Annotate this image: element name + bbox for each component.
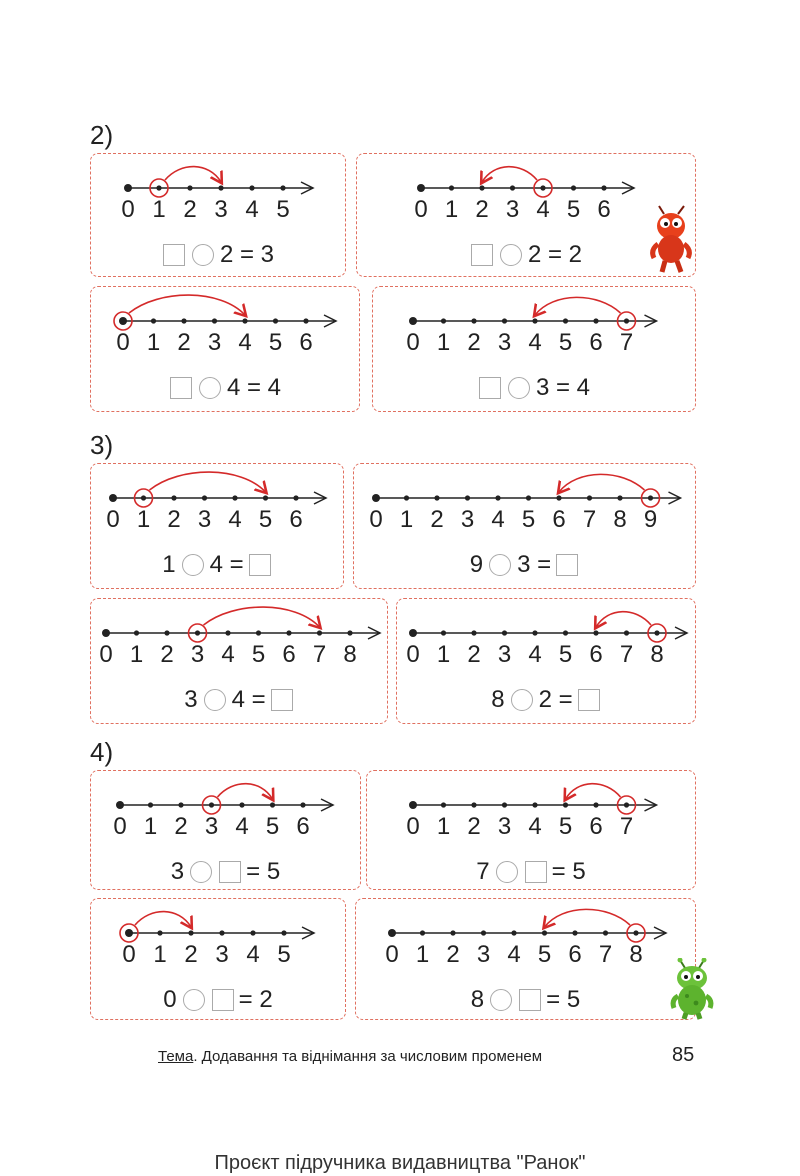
tick-dot (450, 930, 455, 935)
equation-text: 2 = 2 (527, 240, 583, 268)
tick-label: 6 (552, 506, 566, 533)
tick-label: 1 (444, 196, 459, 223)
equation-text: 4 = (231, 685, 266, 713)
tick-dot (502, 802, 507, 807)
tick-label: 4 (246, 941, 260, 968)
tick-dot (109, 494, 117, 502)
tick-dot (317, 630, 322, 635)
jump-arc (218, 784, 273, 799)
tick-dot (119, 317, 127, 325)
tick-label: 4 (235, 813, 249, 840)
tick-label: 0 (116, 329, 130, 356)
operator-circle[interactable] (204, 689, 226, 711)
tick-label: 0 (406, 813, 420, 840)
jump-arc (135, 912, 191, 927)
tick-label: 8 (629, 941, 643, 968)
equation-text: 2 = (538, 685, 573, 713)
tick-dot (563, 318, 568, 323)
tick-label: 5 (268, 329, 283, 356)
tick-dot (434, 495, 439, 500)
jump-arc (545, 909, 631, 927)
exercise-card (353, 463, 696, 589)
tick-dot (603, 930, 608, 935)
tick-dot (449, 185, 454, 190)
footer-topic (158, 1048, 542, 1065)
tick-dot (409, 801, 417, 809)
number-line (356, 899, 697, 959)
equation (354, 550, 695, 579)
tick-dot (218, 185, 223, 190)
tick-dot (281, 930, 286, 935)
tick-label: 2 (167, 506, 181, 533)
tick-label: 8 (613, 506, 627, 533)
operator-circle[interactable] (199, 377, 221, 399)
equation-text: 3 (170, 857, 185, 885)
tick-label: 3 (460, 506, 475, 533)
tick-label: 1 (146, 329, 161, 356)
tick-dot (242, 318, 247, 323)
tick-label: 7 (619, 329, 634, 356)
jump-arc (165, 167, 221, 182)
tick-dot (171, 495, 176, 500)
tick-label: 6 (289, 506, 303, 533)
number-line (357, 154, 697, 214)
tick-label: 4 (245, 196, 259, 223)
tick-label: 1 (436, 641, 451, 668)
operator-circle[interactable] (182, 554, 204, 576)
equation (91, 550, 343, 579)
tick-label: 1 (415, 941, 430, 968)
tick-dot (164, 630, 169, 635)
operator-circle[interactable] (190, 861, 212, 883)
tick-label: 1 (129, 641, 144, 668)
exercise-card (90, 598, 388, 724)
exercise-card (90, 153, 346, 277)
tick-label: 2 (467, 329, 481, 356)
bottom-note: Проєкт підручника видавництва "Ранок" (214, 1152, 586, 1174)
tick-dot (587, 495, 592, 500)
operator-circle[interactable] (496, 861, 518, 883)
tick-dot (303, 318, 308, 323)
tick-label: 5 (558, 329, 573, 356)
tick-label: 7 (598, 941, 613, 968)
tick-label: 3 (497, 813, 512, 840)
tick-dot (654, 630, 659, 635)
tick-dot (404, 495, 409, 500)
exercise-card (396, 598, 696, 724)
tick-label: 4 (238, 329, 252, 356)
tick-dot (540, 185, 545, 190)
jump-arc (150, 472, 266, 492)
tick-dot (102, 629, 110, 637)
tick-dot (481, 930, 486, 935)
tick-label: 1 (136, 506, 151, 533)
tick-dot (232, 495, 237, 500)
tick-label: 3 (207, 329, 222, 356)
tick-label: 5 (558, 641, 573, 668)
tick-label: 3 (190, 641, 205, 668)
tick-dot (249, 185, 254, 190)
operator-circle[interactable] (183, 989, 205, 1011)
tick-label: 6 (282, 641, 296, 668)
tick-dot (202, 495, 207, 500)
equation-text: = 5 (246, 857, 281, 885)
tick-label: 3 (497, 641, 512, 668)
tick-dot (526, 495, 531, 500)
tick-label: 4 (528, 329, 542, 356)
tick-label: 5 (521, 506, 536, 533)
tick-label: 0 (385, 941, 399, 968)
equation-text: 4 = 4 (226, 373, 282, 401)
equation (91, 985, 345, 1014)
jump-arc (204, 607, 320, 627)
topic-text: . Додавання та віднімання за числовим променем (193, 1048, 543, 1065)
tick-dot (239, 802, 244, 807)
tick-dot (502, 318, 507, 323)
equation-text: = 5 (551, 857, 586, 885)
tick-label: 0 (99, 641, 113, 668)
tick-dot (441, 802, 446, 807)
equation (367, 857, 695, 886)
equation (357, 240, 695, 269)
operator-circle[interactable] (500, 244, 522, 266)
tick-dot (195, 630, 200, 635)
tick-label: 6 (597, 196, 611, 223)
tick-dot (280, 185, 285, 190)
answer-box[interactable] (271, 689, 293, 711)
tick-dot (624, 318, 629, 323)
tick-label: 2 (446, 941, 460, 968)
tick-dot (601, 185, 606, 190)
red-creature-icon (648, 204, 694, 274)
operator-circle[interactable] (511, 689, 533, 711)
tick-label: 3 (197, 506, 212, 533)
answer-box[interactable] (525, 861, 547, 883)
tick-label: 2 (160, 641, 174, 668)
tick-label: 2 (177, 329, 191, 356)
answer-box[interactable] (519, 989, 541, 1011)
exercise-card (356, 153, 696, 277)
tick-label: 0 (122, 941, 136, 968)
jump-arc (596, 612, 651, 627)
topic-word: Тема (158, 1048, 194, 1065)
tick-dot (388, 929, 396, 937)
equation (356, 985, 695, 1014)
tick-label: 1 (436, 329, 451, 356)
tick-label: 5 (537, 941, 552, 968)
tick-dot (593, 630, 598, 635)
tick-dot (465, 495, 470, 500)
tick-label: 9 (643, 506, 658, 533)
tick-label: 6 (589, 641, 603, 668)
tick-label: 0 (369, 506, 383, 533)
tick-label: 2 (475, 196, 489, 223)
green-creature-icon (668, 958, 716, 1020)
tick-dot (125, 929, 133, 937)
tick-label: 0 (121, 196, 135, 223)
tick-dot (511, 930, 516, 935)
tick-dot (178, 802, 183, 807)
tick-label: 7 (619, 641, 634, 668)
exercise-card (355, 898, 696, 1020)
tick-label: 5 (566, 196, 581, 223)
equation (91, 685, 387, 714)
tick-label: 0 (406, 641, 420, 668)
tick-dot (617, 495, 622, 500)
tick-dot (256, 630, 261, 635)
tick-dot (571, 185, 576, 190)
tick-dot (542, 930, 547, 935)
tick-dot (471, 802, 476, 807)
number-line (91, 287, 361, 347)
equation-text: 3 = (517, 550, 552, 578)
tick-dot (471, 630, 476, 635)
tick-dot (187, 185, 192, 190)
tick-label: 1 (436, 813, 451, 840)
tick-dot (148, 802, 153, 807)
jump-arc (482, 167, 537, 182)
answer-box[interactable] (479, 377, 501, 399)
tick-label: 3 (215, 941, 229, 968)
tick-label: 4 (221, 641, 235, 668)
equation-text: 1 (162, 550, 176, 578)
tick-dot (441, 630, 446, 635)
tick-dot (532, 318, 537, 323)
number-line (91, 771, 362, 831)
tick-dot (116, 801, 124, 809)
tick-label: 5 (258, 506, 273, 533)
exercise-card (90, 898, 346, 1020)
tick-label: 7 (619, 813, 634, 840)
equation-text: 3 = 4 (535, 373, 591, 401)
tick-dot (181, 318, 186, 323)
equation-text: = 2 (238, 985, 273, 1013)
operator-circle[interactable] (508, 377, 530, 399)
tick-label: 5 (251, 641, 266, 668)
tick-dot (219, 930, 224, 935)
tick-dot (563, 802, 568, 807)
tick-dot (209, 802, 214, 807)
tick-label: 1 (143, 813, 158, 840)
tick-label: 5 (558, 813, 573, 840)
equation-text: = 5 (546, 985, 581, 1013)
tick-label: 1 (153, 941, 167, 968)
section-label-4: 4) (90, 737, 114, 767)
tick-label: 8 (343, 641, 357, 668)
tick-dot (532, 802, 537, 807)
exercise-card (90, 770, 361, 890)
tick-dot (563, 630, 568, 635)
tick-dot (300, 802, 305, 807)
tick-dot (572, 930, 577, 935)
tick-dot (417, 184, 425, 192)
tick-dot (510, 185, 515, 190)
operator-circle[interactable] (489, 554, 511, 576)
tick-dot (151, 318, 156, 323)
tick-dot (532, 630, 537, 635)
tick-dot (293, 495, 298, 500)
tick-dot (124, 184, 132, 192)
equation (373, 373, 695, 402)
tick-dot (471, 318, 476, 323)
tick-dot (593, 318, 598, 323)
tick-dot (495, 495, 500, 500)
equation (91, 373, 359, 402)
equation-text: 3 (184, 685, 198, 713)
tick-label: 7 (582, 506, 597, 533)
tick-label: 6 (589, 329, 603, 356)
tick-dot (270, 802, 275, 807)
answer-box[interactable] (249, 554, 271, 576)
tick-label: 4 (528, 813, 542, 840)
tick-label: 6 (299, 329, 313, 356)
tick-dot (212, 318, 217, 323)
tick-label: 6 (568, 941, 582, 968)
tick-label: 5 (276, 196, 290, 223)
tick-label: 4 (507, 941, 521, 968)
tick-label: 3 (497, 329, 512, 356)
equation (397, 685, 695, 714)
tick-label: 2 (467, 641, 481, 668)
tick-label: 0 (113, 813, 127, 840)
tick-dot (441, 318, 446, 323)
tick-label: 2 (184, 941, 198, 968)
tick-dot (624, 802, 629, 807)
answer-box[interactable] (219, 861, 241, 883)
tick-dot (409, 317, 417, 325)
tick-dot (134, 630, 139, 635)
tick-dot (250, 930, 255, 935)
tick-dot (372, 494, 380, 502)
answer-box[interactable] (556, 554, 578, 576)
tick-label: 2 (467, 813, 481, 840)
section-label-3: 3) (90, 430, 114, 460)
equation-text: 8 (470, 985, 485, 1013)
section-label-2: 2) (90, 120, 114, 150)
jump-arc (129, 295, 245, 315)
tick-label: 0 (106, 506, 120, 533)
tick-dot (273, 318, 278, 323)
tick-dot (347, 630, 352, 635)
tick-dot (633, 930, 638, 935)
equation-text: 8 (491, 685, 505, 713)
equation (91, 857, 360, 886)
tick-dot (225, 630, 230, 635)
answer-box[interactable] (578, 689, 600, 711)
tick-dot (502, 630, 507, 635)
tick-label: 5 (277, 941, 291, 968)
tick-dot (286, 630, 291, 635)
tick-label: 1 (152, 196, 166, 223)
tick-label: 0 (406, 329, 420, 356)
answer-box[interactable] (163, 244, 185, 266)
tick-label: 4 (536, 196, 550, 223)
jump-arc (566, 784, 621, 799)
tick-label: 5 (265, 813, 280, 840)
exercise-card (366, 770, 696, 890)
tick-dot (263, 495, 268, 500)
jump-arc (559, 474, 645, 492)
equation (91, 240, 345, 269)
tick-dot (188, 930, 193, 935)
operator-circle[interactable] (192, 244, 214, 266)
tick-dot (156, 185, 161, 190)
tick-dot (409, 629, 417, 637)
answer-box[interactable] (212, 989, 234, 1011)
page-number: 85 (672, 1044, 695, 1066)
tick-dot (157, 930, 162, 935)
tick-label: 4 (228, 506, 242, 533)
tick-label: 3 (505, 196, 520, 223)
tick-label: 8 (650, 641, 664, 668)
tick-dot (420, 930, 425, 935)
tick-label: 2 (430, 506, 444, 533)
answer-box[interactable] (471, 244, 493, 266)
number-line (91, 464, 345, 524)
tick-label: 6 (296, 813, 310, 840)
equation-text: 4 = (209, 550, 244, 578)
exercise-card (90, 286, 360, 412)
jump-arc (535, 297, 621, 315)
tick-dot (593, 802, 598, 807)
tick-label: 2 (174, 813, 188, 840)
tick-dot (556, 495, 561, 500)
tick-label: 0 (414, 196, 428, 223)
tick-label: 2 (183, 196, 197, 223)
equation-text: 7 (476, 857, 490, 885)
exercise-card (372, 286, 696, 412)
equation-text: 9 (469, 550, 484, 578)
operator-circle[interactable] (490, 989, 512, 1011)
tick-label: 3 (476, 941, 491, 968)
tick-dot (648, 495, 653, 500)
tick-label: 4 (491, 506, 505, 533)
tick-dot (479, 185, 484, 190)
equation-text: 2 = 3 (219, 240, 275, 268)
tick-label: 3 (214, 196, 228, 223)
tick-dot (624, 630, 629, 635)
tick-label: 3 (204, 813, 219, 840)
tick-label: 1 (399, 506, 414, 533)
tick-label: 6 (589, 813, 603, 840)
exercise-card (90, 463, 344, 589)
tick-label: 7 (312, 641, 327, 668)
answer-box[interactable] (170, 377, 192, 399)
equation-text: 0 (163, 985, 177, 1013)
tick-label: 4 (528, 641, 542, 668)
tick-dot (141, 495, 146, 500)
